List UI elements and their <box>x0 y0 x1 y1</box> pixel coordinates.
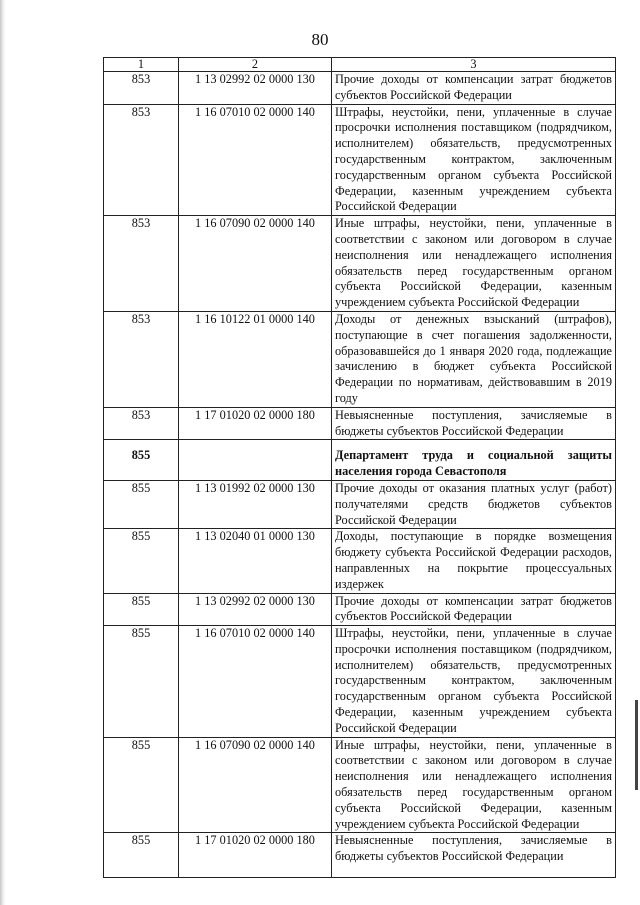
page-number: 80 <box>311 30 329 49</box>
admin-code-cell: 853 <box>104 216 179 312</box>
admin-code-cell: 855 <box>104 440 179 481</box>
table-row <box>104 407 616 440</box>
revenue-description-cell: Иные штрафы, неустойки, пени, уплаченные в соответствии с законом или договором в случае неисполнения или ненадлежащего исполнения обязательств перед государственным органом субъекта Российской Федерации, казенным учреждением субъекта Российской Федерации <box>332 216 616 312</box>
revenue-description-cell: Невыясненные поступления, зачисляемые в бюджеты субъектов Российской Федерации <box>332 407 616 440</box>
table-row <box>104 593 616 626</box>
budget-classification-code-cell: 1 16 10122 01 0000 140 <box>179 311 332 407</box>
admin-code-cell: 855 <box>104 480 179 528</box>
budget-classification-code-cell: 1 16 07090 02 0000 140 <box>179 216 332 312</box>
table-row <box>104 833 616 878</box>
revenue-description-cell: Доходы от денежных взысканий (штрафов), поступающие в счет погашения задолженности, образовавшейся до 1 января 2020 года, подлежащие зачислению в бюджет субъекта Российской Федерации по нормативам, действовавшим в 2019 году <box>332 311 616 407</box>
column-header-2: 2 <box>179 58 332 72</box>
admin-code-cell: 853 <box>104 104 179 216</box>
revenue-codes-table <box>103 57 616 878</box>
scan-left-edge-shadow <box>0 0 6 905</box>
column-header-3: 3 <box>332 58 616 72</box>
admin-code-cell: 855 <box>104 529 179 593</box>
scan-edge-mark <box>635 700 638 790</box>
admin-code-cell: 855 <box>104 626 179 738</box>
revenue-description-cell: Невыясненные поступления, зачисляемые в бюджеты субъектов Российской Федерации <box>332 833 616 878</box>
budget-classification-code-cell <box>179 440 332 481</box>
budget-classification-code-cell: 1 16 07010 02 0000 140 <box>179 626 332 738</box>
table-row <box>104 72 616 105</box>
table-row <box>104 626 616 738</box>
table-body <box>104 72 616 878</box>
revenue-description-cell: Прочие доходы от компенсации затрат бюджетов субъектов Российской Федерации <box>332 72 616 105</box>
table-row <box>104 216 616 312</box>
table-row <box>104 737 616 833</box>
admin-code-cell: 853 <box>104 311 179 407</box>
table-row <box>104 311 616 407</box>
table-header <box>104 58 616 72</box>
department-name-cell: Департамент труда и социальной защиты населения города Севастополя <box>332 440 616 481</box>
revenue-description-cell: Штрафы, неустойки, пени, уплаченные в случае просрочки исполнения поставщиком (подрядчиком, исполнителем) обязательств, предусмотренных государственным контрактом, заключенным государственным органом субъекта Российской Федерации, казенным учреждением субъекта Российской Федерации <box>332 104 616 216</box>
admin-code-cell: 853 <box>104 72 179 105</box>
revenue-description-cell: Иные штрафы, неустойки, пени, уплаченные в соответствии с законом или договором в случае неисполнения или ненадлежащего исполнения обязательств перед государственным органом субъекта Российской Федерации, казенным учреждением субъекта Российской Федерации <box>332 737 616 833</box>
admin-code-cell: 855 <box>104 593 179 626</box>
revenue-description-cell: Прочие доходы от оказания платных услуг (работ) получателями средств бюджетов субъектов Российской Федерации <box>332 480 616 528</box>
revenue-description-cell: Доходы, поступающие в порядке возмещения бюджету субъекта Российской Федерации расходов, направленных на покрытие процессуальных издержек <box>332 529 616 593</box>
department-row <box>104 440 616 481</box>
admin-code-cell: 855 <box>104 737 179 833</box>
column-header-1: 1 <box>104 58 179 72</box>
budget-classification-code-cell: 1 13 01992 02 0000 130 <box>179 480 332 528</box>
revenue-description-cell: Штрафы, неустойки, пени, уплаченные в случае просрочки исполнения поставщиком (подрядчиком, исполнителем) обязательств, предусмотренных государственным контрактом, заключенным государственным органом субъекта Российской Федерации, казенным учреждением субъекта Российской Федерации <box>332 626 616 738</box>
budget-classification-code-cell: 1 17 01020 02 0000 180 <box>179 833 332 878</box>
admin-code-cell: 853 <box>104 407 179 440</box>
revenue-description-cell: Прочие доходы от компенсации затрат бюджетов субъектов Российской Федерации <box>332 593 616 626</box>
budget-classification-code-cell: 1 13 02992 02 0000 130 <box>179 72 332 105</box>
budget-classification-code-cell: 1 17 01020 02 0000 180 <box>179 407 332 440</box>
table-header-row <box>104 58 616 72</box>
budget-classification-code-cell: 1 13 02040 01 0000 130 <box>179 529 332 593</box>
table-row <box>104 104 616 216</box>
budget-classification-code-cell: 1 16 07010 02 0000 140 <box>179 104 332 216</box>
budget-classification-code-cell: 1 16 07090 02 0000 140 <box>179 737 332 833</box>
table-row <box>104 480 616 528</box>
admin-code-cell: 855 <box>104 833 179 878</box>
table-row <box>104 529 616 593</box>
budget-classification-code-cell: 1 13 02992 02 0000 130 <box>179 593 332 626</box>
